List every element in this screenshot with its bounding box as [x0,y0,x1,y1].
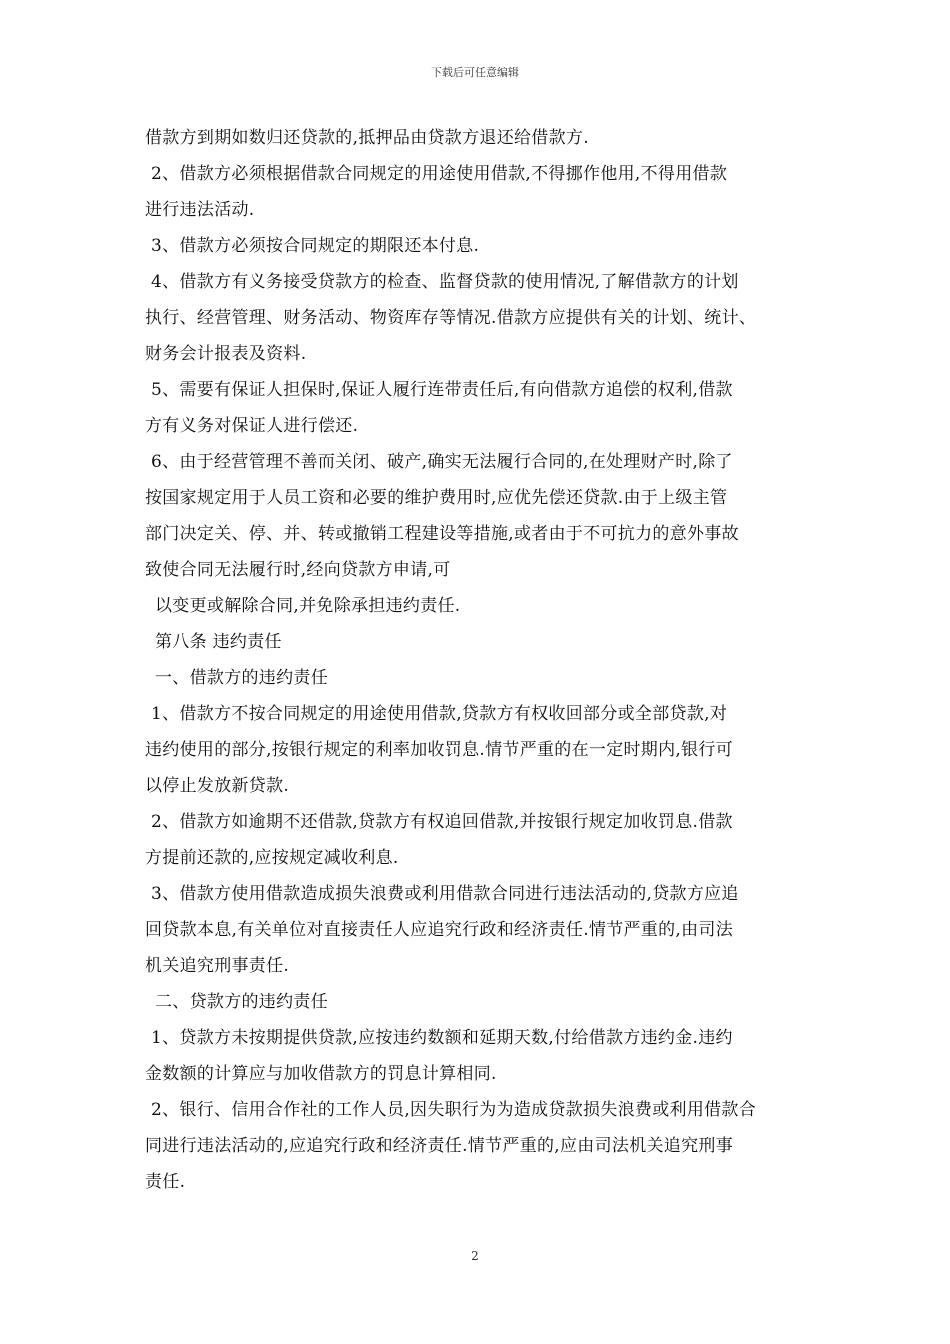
page-header-note: 下载后可任意编辑 [431,66,519,79]
text-line: 责任. [145,1172,186,1192]
text-line: 以变更或解除合同,并免除承担违约责任. [155,596,461,616]
text-line: 2、银行、信用合作社的工作人员,因失职行为为造成贷款损失浪费或利用借款合 [151,1100,757,1120]
text-line: 2、借款方必须根据借款合同规定的用途使用借款,不得挪作他用,不得用借款 [151,164,728,184]
text-line: 2、借款方如逾期不还借款,贷款方有权追回借款,并按银行规定加收罚息.借款 [151,812,733,832]
text-line: 1、借款方不按合同规定的用途使用借款,贷款方有权收回部分或全部贷款,对 [151,704,728,724]
text-line: 同进行违法活动的,应追究行政和经济责任.情节严重的,应由司法机关追究刑事 [145,1136,734,1156]
page-number: 2 [471,1249,479,1263]
text-line: 3、借款方必须按合同规定的期限还本付息. [151,236,480,256]
text-line: 1、贷款方未按期提供贷款,应按违约数额和延期天数,付给借款方违约金.违约 [151,1028,733,1048]
text-line: 方提前还款的,应按规定减收利息. [145,848,399,868]
text-line: 致使合同无法履行时,经向贷款方申请,可 [145,560,451,580]
body-text [145,120,825,1200]
text-line: 执行、经营管理、财务活动、物资库存等情况.借款方应提供有关的计划、统计、 [145,308,757,328]
text-line: 以停止发放新贷款. [145,776,290,796]
subsection-heading: 二、贷款方的违约责任 [155,992,328,1012]
text-line: 部门决定关、停、并、转或撤销工程建设等措施,或者由于不可抗力的意外事故 [145,524,739,544]
subsection-heading: 一、借款方的违约责任 [155,668,328,688]
text-line: 财务会计报表及资料. [145,344,307,364]
text-line: 进行违法活动. [145,200,255,220]
text-line: 按国家规定用于人员工资和必要的维护费用时,应优先偿还贷款.由于上级主管 [145,488,728,508]
text-line: 3、借款方使用借款造成损失浪费或利用借款合同进行违法活动的,贷款方应追 [151,884,739,904]
text-line: 违约使用的部分,按银行规定的利率加收罚息.情节严重的在一定时期内,银行可 [145,740,734,760]
text-line: 借款方到期如数归还贷款的,抵押品由贷款方退还给借款方. [145,128,589,148]
text-line: 5、需要有保证人担保时,保证人履行连带责任后,有向借款方追偿的权利,借款 [151,380,733,400]
text-line: 金数额的计算应与加收借款方的罚息计算相同. [145,1064,497,1084]
text-line: 方有义务对保证人进行偿还. [145,416,359,436]
section-heading: 第八条 违约责任 [155,632,282,652]
text-line: 6、由于经营管理不善而关闭、破产,确实无法履行合同的,在处理财产时,除了 [151,452,733,472]
text-line: 机关追究刑事责任. [145,956,290,976]
text-line: 回贷款本息,有关单位对直接责任人应追究行政和经济责任.情节严重的,由司法 [145,920,734,940]
text-line: 4、借款方有义务接受贷款方的检查、监督贷款的使用情况,了解借款方的计划 [151,272,739,292]
